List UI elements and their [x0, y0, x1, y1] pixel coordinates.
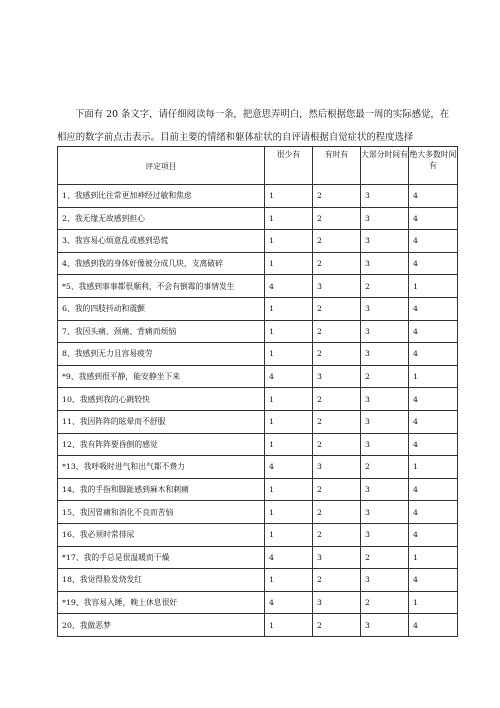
- item-text: *9、我感到很平静，能安静坐下来: [58, 365, 265, 388]
- score-option[interactable]: 1: [265, 523, 313, 546]
- score-option[interactable]: 1: [409, 365, 458, 388]
- table-row: [58, 523, 458, 546]
- item-text: *13、我呼吸时进气和出气都不费力: [58, 456, 265, 479]
- rating-scale-table: [57, 146, 458, 637]
- instructions-paragraph: 下面有 20 条文字，请仔细阅读每一条，把意思弄明白，然后根据您最一周的实际感觉，在相应的数字前点击表示。目前主要的情绪和躯体症状的自评请根据自觉症状的程度选择: [57, 109, 450, 143]
- table-row: [58, 456, 458, 479]
- table-row: [58, 388, 458, 411]
- score-option[interactable]: 2: [313, 501, 361, 524]
- score-option[interactable]: 1: [409, 456, 458, 479]
- score-option[interactable]: 3: [313, 546, 361, 569]
- score-option[interactable]: 1: [265, 207, 313, 230]
- score-option[interactable]: 3: [361, 433, 409, 456]
- score-option[interactable]: 2: [313, 230, 361, 253]
- table-row: [58, 591, 458, 614]
- score-option[interactable]: 3: [361, 297, 409, 320]
- score-option[interactable]: 3: [361, 478, 409, 501]
- score-option[interactable]: 3: [361, 410, 409, 433]
- score-option[interactable]: 1: [265, 433, 313, 456]
- score-option[interactable]: 4: [409, 320, 458, 343]
- item-text: 16、我必须时常排尿: [58, 523, 265, 546]
- table-row: [58, 230, 458, 253]
- score-option[interactable]: 3: [361, 343, 409, 366]
- score-option[interactable]: 2: [361, 456, 409, 479]
- table-row: [58, 320, 458, 343]
- score-option[interactable]: 2: [361, 591, 409, 614]
- item-text: *19、我容易入睡，晚上休息很好: [58, 591, 265, 614]
- score-option[interactable]: 2: [361, 275, 409, 298]
- score-option[interactable]: 4: [265, 591, 313, 614]
- item-text: 1、我感到比往常更加神经过敏和焦虑: [58, 185, 265, 208]
- item-text: 6、我的四肢抖动和震颤: [58, 297, 265, 320]
- score-option[interactable]: 3: [361, 614, 409, 637]
- item-text: 3、我容易心烦意乱或感到恐慌: [58, 230, 265, 253]
- header-most-time: 大部分时间有: [361, 147, 409, 185]
- score-option[interactable]: 3: [313, 591, 361, 614]
- score-option[interactable]: 1: [265, 230, 313, 253]
- item-text: *17、我的手总是很温暖而干燥: [58, 546, 265, 569]
- score-option[interactable]: 3: [361, 185, 409, 208]
- table-header-row: [58, 147, 458, 185]
- score-option[interactable]: 3: [361, 569, 409, 592]
- score-option[interactable]: 4: [409, 410, 458, 433]
- score-option[interactable]: 1: [265, 501, 313, 524]
- score-option[interactable]: 4: [409, 252, 458, 275]
- score-option[interactable]: 4: [265, 456, 313, 479]
- item-text: 12、我有阵阵要昏倒的感觉: [58, 433, 265, 456]
- score-option[interactable]: 1: [265, 614, 313, 637]
- score-option[interactable]: 2: [313, 297, 361, 320]
- score-option[interactable]: 1: [265, 388, 313, 411]
- score-option[interactable]: 2: [313, 410, 361, 433]
- score-option[interactable]: 4: [409, 297, 458, 320]
- table-row: [58, 569, 458, 592]
- score-option[interactable]: 2: [313, 433, 361, 456]
- table-row: [58, 546, 458, 569]
- score-option[interactable]: 2: [313, 343, 361, 366]
- score-option[interactable]: 4: [265, 275, 313, 298]
- score-option[interactable]: 2: [313, 569, 361, 592]
- score-option[interactable]: 3: [361, 388, 409, 411]
- score-option[interactable]: 3: [361, 501, 409, 524]
- score-option[interactable]: 3: [361, 320, 409, 343]
- score-option[interactable]: 1: [409, 546, 458, 569]
- score-option[interactable]: 1: [409, 591, 458, 614]
- item-text: 2、我无缘无故感到担心: [58, 207, 265, 230]
- score-option[interactable]: 3: [313, 275, 361, 298]
- item-text: 7、我因头痛、颈痛、背痛而烦恼: [58, 320, 265, 343]
- score-option[interactable]: 2: [313, 523, 361, 546]
- table-row: [58, 433, 458, 456]
- score-option[interactable]: 3: [361, 523, 409, 546]
- item-text: 18、我觉得脸发烧发红: [58, 569, 265, 592]
- score-option[interactable]: 4: [409, 343, 458, 366]
- header-rarely: 很少有: [265, 147, 313, 185]
- score-option[interactable]: 4: [409, 569, 458, 592]
- table-row: [58, 501, 458, 524]
- item-text: *5、我感到事事都很顺利，不会有倒霉的事情发生: [58, 275, 265, 298]
- score-option[interactable]: 4: [409, 523, 458, 546]
- score-option[interactable]: 2: [313, 185, 361, 208]
- score-option[interactable]: 1: [265, 297, 313, 320]
- score-option[interactable]: 1: [265, 478, 313, 501]
- score-option[interactable]: 4: [409, 433, 458, 456]
- score-option[interactable]: 1: [265, 410, 313, 433]
- score-option[interactable]: 4: [409, 614, 458, 637]
- score-option[interactable]: 2: [313, 614, 361, 637]
- score-option[interactable]: 4: [265, 365, 313, 388]
- table-row: [58, 365, 458, 388]
- score-option[interactable]: 4: [409, 230, 458, 253]
- item-text: 11、我因阵阵的眩晕而不舒服: [58, 410, 265, 433]
- item-text: 8、我感到无力且容易疲劳: [58, 343, 265, 366]
- score-option[interactable]: 4: [409, 388, 458, 411]
- score-option[interactable]: 2: [361, 365, 409, 388]
- score-option[interactable]: 4: [265, 546, 313, 569]
- item-text: 10、我感到我的心跳较快: [58, 388, 265, 411]
- item-text: 14、我的手指和脚趾感到麻木和刺痛: [58, 478, 265, 501]
- table-row: [58, 207, 458, 230]
- score-option[interactable]: 1: [265, 185, 313, 208]
- score-option[interactable]: 1: [265, 320, 313, 343]
- score-option[interactable]: 4: [409, 478, 458, 501]
- score-option[interactable]: 3: [361, 230, 409, 253]
- header-item: 评定项目: [58, 147, 265, 185]
- score-option[interactable]: 3: [313, 365, 361, 388]
- score-option[interactable]: 4: [409, 207, 458, 230]
- score-option[interactable]: 4: [409, 501, 458, 524]
- table-row: [58, 275, 458, 298]
- score-option[interactable]: 1: [409, 275, 458, 298]
- table-row: [58, 614, 458, 637]
- score-option[interactable]: 3: [361, 207, 409, 230]
- score-option[interactable]: 4: [409, 185, 458, 208]
- item-text: 20、我做恶梦: [58, 614, 265, 637]
- score-option[interactable]: 2: [313, 252, 361, 275]
- table-row: [58, 185, 458, 208]
- score-option[interactable]: 2: [313, 320, 361, 343]
- score-option[interactable]: 2: [313, 478, 361, 501]
- score-option[interactable]: 1: [265, 252, 313, 275]
- table-body: [58, 185, 458, 637]
- header-almost-always: 绝大多数时间有: [409, 147, 458, 185]
- table-row: [58, 252, 458, 275]
- score-option[interactable]: 2: [313, 207, 361, 230]
- table-row: [58, 478, 458, 501]
- score-option[interactable]: 1: [265, 343, 313, 366]
- table-row: [58, 343, 458, 366]
- score-option[interactable]: 2: [361, 546, 409, 569]
- item-text: 4、我感到我的身体好像被分成几块，支离破碎: [58, 252, 265, 275]
- score-option[interactable]: 3: [313, 456, 361, 479]
- score-option[interactable]: 1: [265, 569, 313, 592]
- score-option[interactable]: 3: [361, 252, 409, 275]
- score-option[interactable]: 2: [313, 388, 361, 411]
- table-row: [58, 297, 458, 320]
- header-sometimes: 有时有: [313, 147, 361, 185]
- table-row: [58, 410, 458, 433]
- item-text: 15、我因胃痛和消化不良而苦恼: [58, 501, 265, 524]
